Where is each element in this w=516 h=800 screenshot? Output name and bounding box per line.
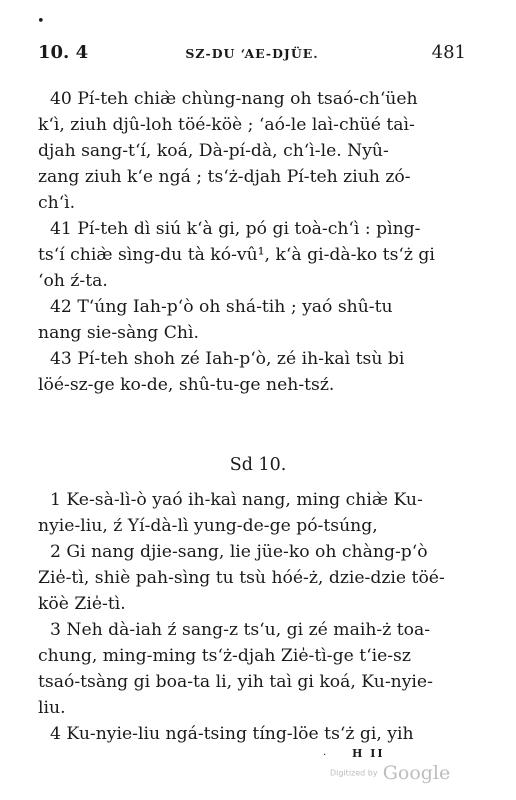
text-line: nyie-liu, ź Yí-dà-lì yung-de-ge pó-tsúng, bbox=[38, 516, 378, 536]
signature-dot: · bbox=[323, 750, 327, 761]
text-line: chung, ming-ming ts‘ż-djah Zie̍-tì-ge t‘ie-sz bbox=[38, 646, 411, 666]
page-number: 481 bbox=[431, 42, 466, 63]
text-line: 40 Pí-teh chiæ̀ chùng-nang oh tsaó-ch‘üeh bbox=[50, 89, 418, 109]
running-title: SZ-DU ‘AE-DJÜE. bbox=[185, 46, 319, 61]
text-line: 4 Ku-nyie-liu ngá-tsing tíng-löe ts‘ż gi, yih bbox=[50, 724, 414, 744]
text-line: tsaó-tsàng gi boa-ta li, yih taì gi koá, Ku-nyie- bbox=[38, 672, 433, 692]
printer-signature: H II bbox=[352, 747, 385, 760]
chapter-verse-ref: 10. 4 bbox=[38, 42, 89, 63]
text-line: löé-sz-ge ko-de, shû-tu-ge neh-tsź. bbox=[38, 375, 335, 395]
text-line: zang ziuh k‘e ngá ; ts‘ż-djah Pí-teh ziuh zó- bbox=[38, 167, 411, 187]
running-header bbox=[38, 42, 466, 66]
text-line: köè Zie̍-tì. bbox=[38, 594, 126, 614]
text-line: nang sie-sàng Chì. bbox=[38, 323, 199, 343]
chapter-heading: Sd 10. bbox=[229, 455, 287, 475]
text-line: k‘ì, ziuh djû-loh töé-köè ; ‘aó-le laì-chüé taì- bbox=[38, 115, 415, 135]
text-line: djah sang-t‘í, koá, Dà-pí-dà, ch‘ì-le. Nyû- bbox=[38, 141, 389, 161]
text-line: ch‘ì. bbox=[38, 193, 76, 213]
verses-top bbox=[38, 86, 468, 398]
text-line: ‘oh ź-ta. bbox=[38, 271, 108, 291]
text-line: liu. bbox=[38, 698, 66, 718]
text-line: 1 Ke-sà-lì-ò yaó ih-kaì nang, ming chiæ̀ Ku- bbox=[50, 490, 423, 510]
digitized-watermark bbox=[330, 762, 450, 784]
text-line: 43 Pí-teh shoh zé Iah-p‘ò, zé ih-kaì tsù bi bbox=[50, 349, 405, 369]
verses-bottom bbox=[38, 487, 468, 747]
text-line: 42 T‘úng Iah-p‘ò oh shá-tih ; yaó shû-tu bbox=[50, 297, 393, 317]
google-logo: Google bbox=[382, 762, 451, 784]
text-line: Zie̍-tì, shiè pah-sìng tu tsù hóé-ż, dzie-dzie töé- bbox=[38, 568, 445, 588]
margin-mark: • bbox=[37, 14, 45, 29]
text-line: ts‘í chiæ̀ sìng-du tà kó-vû¹, k‘à gi-dà-ko ts‘ż gi bbox=[38, 245, 435, 265]
text-line: 2 Gi nang djie-sang, lie jüe-ko oh chàng-p‘ò bbox=[50, 542, 428, 562]
text-line: 3 Neh dà-iah ź sang-z ts‘u, gi zé maih-ż toa- bbox=[50, 620, 431, 640]
text-line: 41 Pí-teh dì siú k‘à gi, pó gi toà-ch‘ì : pìng- bbox=[50, 219, 421, 239]
watermark-prefix: Digitized by bbox=[330, 768, 378, 778]
